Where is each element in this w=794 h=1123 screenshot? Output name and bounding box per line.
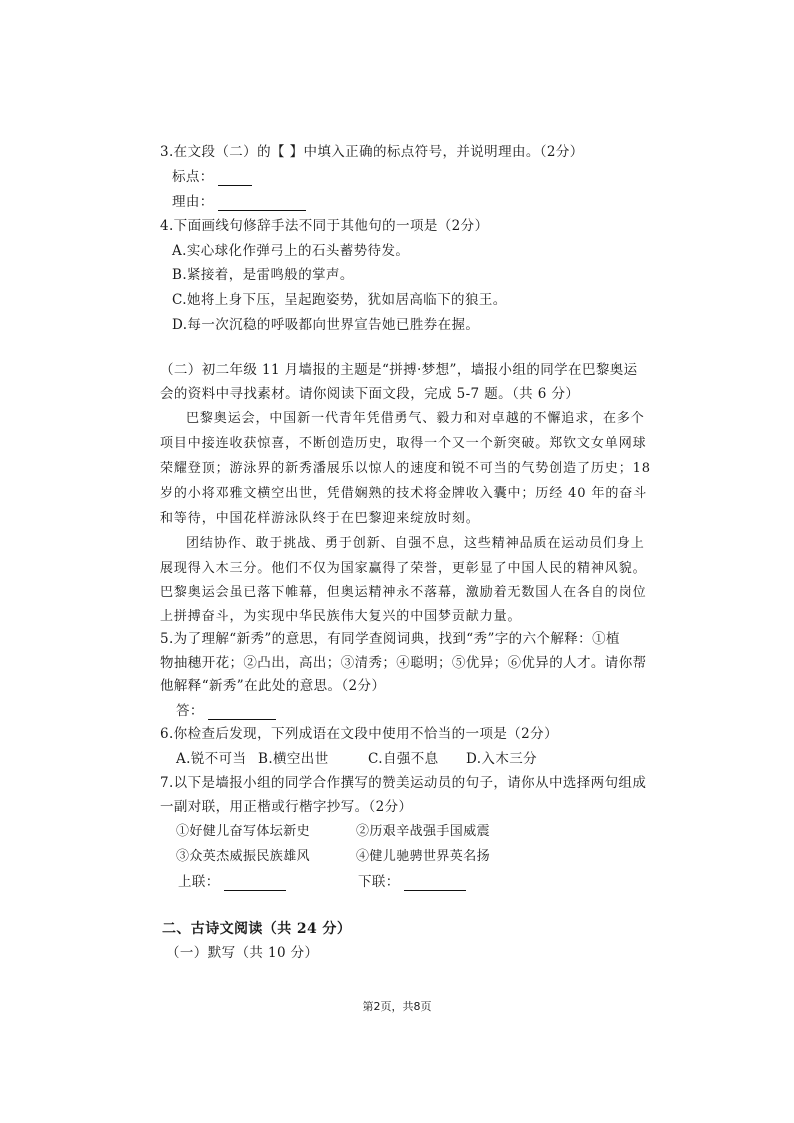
passage-line-4: 岁的小将邓雅文横空出世，凭借娴熟的技术将金牌收入囊中；历经 40 年的奋斗: [160, 486, 648, 501]
q4-option-b: B.紧接着，是雷鸣般的掌声。: [172, 267, 354, 283]
q6-option-a: A.锐不可当: [176, 751, 247, 767]
passage-line-6: 团结协作、敢于挑战、勇于创新、自强不息，这些精神品质在运动员们身上: [186, 536, 645, 551]
q7-lower-label: 下联：: [358, 874, 400, 890]
q7-choice-4: ④健儿驰骋世界英名扬: [356, 849, 491, 864]
q5-answer-label: 答：: [176, 703, 204, 719]
q4-option-c: C.她将上身下压，呈起跑姿势，犹如居高临下的狼王。: [172, 292, 507, 308]
q6-option-d: D.入木三分: [466, 751, 538, 767]
q3-reason-label: 理由：: [172, 194, 214, 210]
q3-punct-label: 标点：: [172, 169, 214, 185]
q6-option-c: C.自强不息: [368, 751, 439, 767]
q4-option-a: A.实心球化作弹弓上的石头蓄势待发。: [172, 243, 410, 259]
q7-upper-label: 上联：: [178, 874, 220, 890]
part2-title: 二、古诗文阅读（共 24 分）: [162, 921, 352, 937]
q3-punct-line: [172, 168, 252, 186]
passage-line-8: 巴黎奥运会虽已落下帷幕，但奥运精神永不落幕，激励着无数国人在各自的岗位: [160, 585, 647, 600]
passage-line-9: 上拼搏奋斗，为实现中华民族伟大复兴的中国梦贡献力量。: [160, 609, 522, 624]
passage-line-7: 展现得入木三分。他们不仅为国家赢得了荣誉，更彰显了中国人民的精神风貌。: [160, 561, 647, 576]
section2-intro-line1: （二）初二年级 11 月墙报的主题是“拼搏·梦想”，墙报小组的同学在巴黎奥运: [160, 362, 638, 378]
page-number: 第2页，共8页: [362, 1000, 432, 1013]
q3-punct-blank[interactable]: [218, 171, 252, 186]
q6-stem: 6.你检查后发现，下列成语在文段中使用不恰当的一项是（2分）: [160, 726, 558, 742]
q3-reason-blank[interactable]: [218, 196, 306, 211]
passage-line-3: 荣耀登顶；游泳界的新秀潘展乐以惊人的速度和锐不可当的气势创造了历史；18: [160, 461, 651, 476]
q5-answer-line: [176, 702, 276, 720]
q5-line2: 物抽穗开花；②凸出，高出；③清秀；④聪明；⑤优异；⑥优异的人才。请你帮: [160, 655, 647, 671]
q3-reason-line: [172, 193, 306, 211]
passage-line-5: 和等待，中国花样游泳队终于在巴黎迎来绽放时刻。: [160, 511, 480, 526]
q7-choice-3: ③众英杰威振民族雄风: [176, 849, 311, 864]
part2-subtitle: （一）默写（共 10 分）: [166, 945, 319, 961]
q7-choice-2: ②历艰辛战强手国威震: [356, 824, 491, 839]
q7-lower-line: [358, 873, 466, 891]
passage-line-2: 项目中接连收获惊喜，不断创造历史，取得一个又一个新突破。郑钦文女单网球: [160, 436, 647, 451]
q5-line1: 5.为了理解“新秀”的意思，有同学查阅词典，找到“秀”字的六个解释：①植: [160, 631, 620, 647]
q7-choice-1: ①好健儿奋写体坛新史: [176, 824, 311, 839]
section2-intro-line2: 会的资料中寻找素材。请你阅读下面文段，完成 5-7 题。（共 6 分）: [160, 386, 580, 402]
q7-upper-blank[interactable]: [224, 876, 286, 891]
passage-line-1: 巴黎奥运会，中国新一代青年凭借勇气、毅力和对卓越的不懈追求，在多个: [186, 411, 645, 426]
q7-line1: 7.以下是墙报小组的同学合作撰写的赞美运动员的句子，请你从中选择两句组成: [160, 775, 647, 791]
q5-answer-blank[interactable]: [208, 705, 276, 720]
q4-stem: 4.下面画线句修辞手法不同于其他句的一项是（2分）: [160, 218, 489, 234]
q6-option-b: B.横空出世: [258, 751, 329, 767]
q3-stem: 3.在文段（二）的【 】中填入正确的标点符号，并说明理由。（2分）: [160, 144, 584, 160]
q7-line2: 一副对联，用正楷或行楷字抄写。（2分）: [160, 799, 413, 815]
q5-line3: 他解释“新秀”在此处的意思。（2分）: [160, 678, 386, 694]
q4-option-d: D.每一次沉稳的呼吸都向世界宣告她已胜券在握。: [172, 317, 480, 333]
q7-upper-line: [178, 873, 286, 891]
q7-lower-blank[interactable]: [404, 876, 466, 891]
